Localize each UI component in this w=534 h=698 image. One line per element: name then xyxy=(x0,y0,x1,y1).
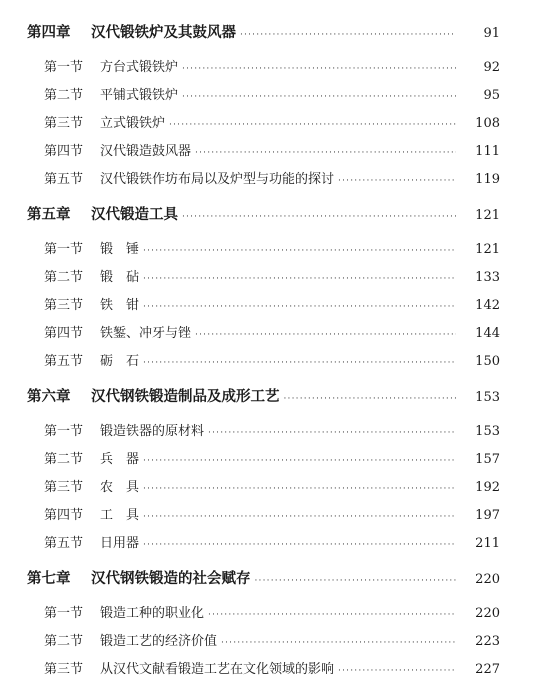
page-number: 211 xyxy=(475,536,500,551)
chapter-title: 汉代锻造工具 xyxy=(91,207,178,223)
section-number: 第三节 xyxy=(44,662,84,677)
section-title: 锻造工种的职业化 xyxy=(100,606,205,621)
dot-leader xyxy=(195,148,456,158)
section-number: 第二节 xyxy=(44,452,84,467)
toc-chapter[interactable] xyxy=(0,385,534,406)
dot-leader xyxy=(143,456,456,466)
section-title: 汉代锻造鼓风器 xyxy=(100,144,192,159)
toc-section[interactable] xyxy=(0,420,534,439)
section-title: 锻造铁器的原材料 xyxy=(100,424,205,439)
page-number: 121 xyxy=(475,208,500,223)
dot-leader xyxy=(208,610,456,620)
dot-leader xyxy=(338,666,456,676)
toc-section[interactable] xyxy=(0,56,534,75)
toc-section[interactable] xyxy=(0,602,534,621)
page-number: 144 xyxy=(475,326,500,341)
section-number: 第五节 xyxy=(44,536,84,551)
section-title: 铁錾、冲牙与锉 xyxy=(100,326,192,341)
chapter-title: 汉代锻铁炉及其鼓风器 xyxy=(91,25,236,41)
section-title: 立式锻铁炉 xyxy=(100,116,166,131)
toc-section[interactable] xyxy=(0,238,534,257)
page-number: 192 xyxy=(475,480,500,495)
dot-leader xyxy=(284,394,457,404)
section-number: 第四节 xyxy=(44,144,84,159)
dot-leader xyxy=(143,484,456,494)
section-title: 汉代锻铁作坊布局以及炉型与功能的探讨 xyxy=(100,172,335,187)
dot-leader xyxy=(143,246,456,256)
chapter-number: 第五章 xyxy=(27,207,71,223)
section-number: 第三节 xyxy=(44,298,84,313)
page-number: 220 xyxy=(475,606,500,621)
page-number: 150 xyxy=(475,354,500,369)
section-title: 锻造工艺的经济价值 xyxy=(100,634,218,649)
section-title: 铁 钳 xyxy=(100,298,140,313)
dot-leader xyxy=(182,212,456,222)
page-number: 153 xyxy=(475,390,500,405)
toc-section[interactable] xyxy=(0,658,534,677)
dot-leader xyxy=(169,120,456,130)
toc-section[interactable] xyxy=(0,448,534,467)
toc-section[interactable] xyxy=(0,350,534,369)
toc-chapter[interactable] xyxy=(0,21,534,42)
section-number: 第三节 xyxy=(44,480,84,495)
chapter-number: 第六章 xyxy=(27,389,71,405)
toc-section[interactable] xyxy=(0,532,534,551)
page-number: 197 xyxy=(475,508,500,523)
toc-section[interactable] xyxy=(0,322,534,341)
toc-chapter[interactable] xyxy=(0,567,534,588)
section-number: 第一节 xyxy=(44,242,84,257)
page-number: 91 xyxy=(483,26,500,41)
dot-leader xyxy=(338,176,456,186)
toc-section[interactable] xyxy=(0,630,534,649)
page-number: 119 xyxy=(475,172,500,187)
page-number: 133 xyxy=(475,270,500,285)
page-number: 142 xyxy=(475,298,500,313)
chapter-number: 第四章 xyxy=(27,25,71,41)
section-title: 砺 石 xyxy=(100,354,140,369)
toc-section[interactable] xyxy=(0,168,534,187)
page-number: 223 xyxy=(475,634,500,649)
section-number: 第五节 xyxy=(44,354,84,369)
page-number: 111 xyxy=(475,144,500,159)
dot-leader xyxy=(143,302,456,312)
page-number: 108 xyxy=(475,116,500,131)
dot-leader xyxy=(195,330,456,340)
section-title: 日用器 xyxy=(100,536,140,551)
page-number: 95 xyxy=(483,88,500,103)
chapter-title: 汉代钢铁锻造制品及成形工艺 xyxy=(91,389,280,405)
section-number: 第一节 xyxy=(44,60,84,75)
toc-section[interactable] xyxy=(0,266,534,285)
chapter-number: 第七章 xyxy=(27,571,71,587)
dot-leader xyxy=(143,512,456,522)
section-number: 第二节 xyxy=(44,270,84,285)
section-title: 平铺式锻铁炉 xyxy=(100,88,179,103)
section-title: 锻 锤 xyxy=(100,242,140,257)
toc-section[interactable] xyxy=(0,84,534,103)
page-number: 92 xyxy=(483,60,500,75)
toc-section[interactable] xyxy=(0,476,534,495)
toc-section[interactable] xyxy=(0,140,534,159)
dot-leader xyxy=(143,274,456,284)
dot-leader xyxy=(143,358,456,368)
section-number: 第四节 xyxy=(44,508,84,523)
page-number: 153 xyxy=(475,424,500,439)
page-number: 220 xyxy=(475,572,500,587)
chapter-title: 汉代钢铁锻造的社会赋存 xyxy=(91,571,251,587)
dot-leader xyxy=(208,428,456,438)
toc-section[interactable] xyxy=(0,294,534,313)
section-title: 农 具 xyxy=(100,480,140,495)
page-number: 157 xyxy=(475,452,500,467)
section-number: 第三节 xyxy=(44,116,84,131)
section-number: 第四节 xyxy=(44,326,84,341)
section-number: 第一节 xyxy=(44,606,84,621)
dot-leader xyxy=(182,92,456,102)
section-title: 从汉代文献看锻造工艺在文化领域的影响 xyxy=(100,662,335,677)
toc-chapter[interactable] xyxy=(0,203,534,224)
dot-leader xyxy=(255,576,457,586)
page-number: 227 xyxy=(475,662,500,677)
section-title: 工 具 xyxy=(100,508,140,523)
section-title: 方台式锻铁炉 xyxy=(100,60,179,75)
section-number: 第五节 xyxy=(44,172,84,187)
toc-section[interactable] xyxy=(0,112,534,131)
dot-leader xyxy=(240,30,456,40)
toc-section[interactable] xyxy=(0,504,534,523)
page-number: 121 xyxy=(475,242,500,257)
section-title: 锻 砧 xyxy=(100,270,140,285)
section-number: 第一节 xyxy=(44,424,84,439)
dot-leader xyxy=(182,64,456,74)
dot-leader xyxy=(221,638,456,648)
section-number: 第二节 xyxy=(44,88,84,103)
section-number: 第二节 xyxy=(44,634,84,649)
section-title: 兵 器 xyxy=(100,452,140,467)
dot-leader xyxy=(143,540,456,550)
